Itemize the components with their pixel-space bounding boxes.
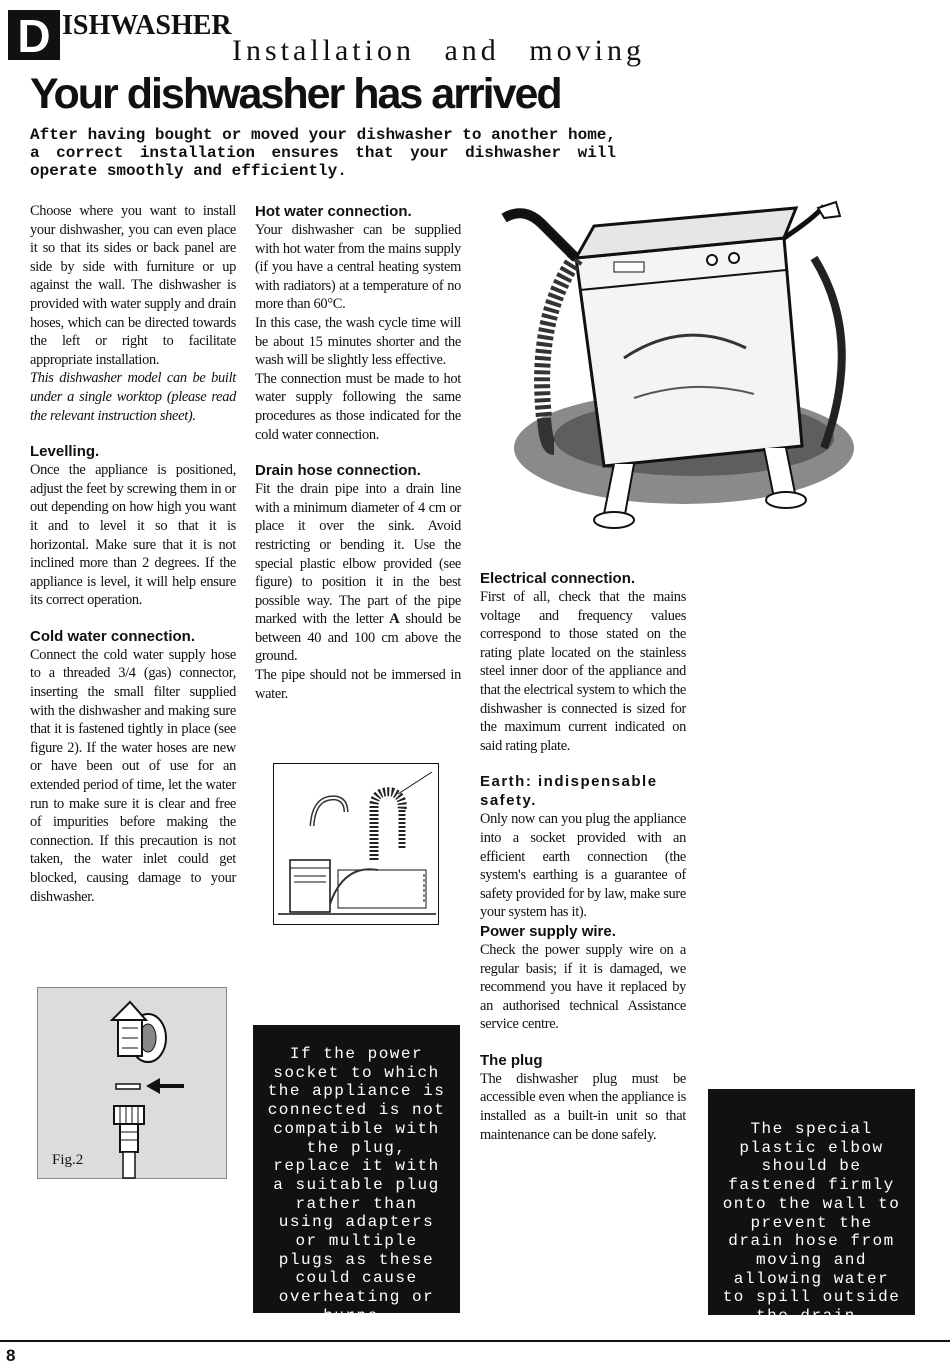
figure-2-label: Fig.2 [52, 1152, 84, 1168]
cold-water-text: Connect the cold water supply hose to a threaded 3/4 (gas) connector, inserting the small filter supplied with the dishwasher and making sure that it is fastened tightly in place (see figure 2). If the water hoses are new or have been out of use for an extended period of time, let the water run to make sure it is clear and free of impurities before making the connection. If this precaution is not taken, the water inlet could get blocked, causing damage to your dishwasher. [30, 646, 236, 905]
electrical-heading: Electrical connection. [480, 570, 636, 587]
figure-2-tap-filter [37, 987, 227, 1179]
intro-paragraph: After having bought or moved your dishwasher to another home, a correct installation ensures that your dishwasher will operate smoothly and efficiently. [30, 126, 616, 180]
dishwasher-cartoon [484, 198, 868, 538]
power-supply-text: Check the power supply wire on a regular basis; if it is damaged, we recommend you have it replaced by an authorised technical Assistance service centre. [480, 941, 686, 1033]
built-under-note: This dishwasher model can be built under a single worktop (please read the relevant instruction sheet). [30, 370, 236, 424]
dishwasher-mascot-illustration [484, 198, 868, 538]
plug-adapter-warning-box [253, 1025, 460, 1325]
section-name: ISHWASHER [62, 10, 232, 41]
drain-hose-text-2: The pipe should not be immersed in water. [255, 667, 461, 702]
placement-text: Choose where you want to install your dishwasher, you can even place it so that its sides or back panel are side by side with furniture or up against the wall. The dishwasher is provided with water supply and drain hoses, which can be directed towards the left or right to facilitate appropriate installation. [30, 203, 236, 368]
drain-hose-text-1: Fit the drain pipe into a drain line with a minimum diameter of 4 cm or place it over the sink. Avoid restricting or bending it. Use the special plastic elbow provided (see figure) to position it in the best possible way. The part of the pipe marked with the letter A should be between 40 and 100 cm above the ground. [255, 481, 461, 665]
section-subtitle: Installation and moving [232, 34, 645, 67]
footer-rule [0, 1340, 950, 1342]
plug-heading: The plug [480, 1051, 543, 1069]
tap-filter-illustration [38, 988, 226, 1178]
cold-water-heading: Cold water connection. [30, 627, 196, 645]
hot-water-heading: Hot water connection. [255, 203, 412, 220]
drain-hose-heading: Drain hose connection. [255, 462, 421, 480]
earth-heading: Earth: indispensable safety. [480, 773, 658, 810]
elbow-warning-text: The special plastic elbow should be fastened firmly onto the wall to prevent the drain hose from moving and allowing water to spill outside the drain. [722, 1120, 901, 1326]
power-supply-heading: Power supply wire. [480, 922, 616, 940]
column-left [30, 202, 236, 906]
column-middle [255, 202, 461, 703]
plug-text: The dishwasher plug must be accessible even when the appliance is installed as a built-in unit so that maintenance can be done safely. [480, 1070, 686, 1143]
page-title: Your dishwasher has arrived [30, 70, 561, 118]
drain-hose-illustration [274, 764, 438, 924]
section-logo-letter: D [8, 10, 60, 60]
elbow-warning-box [708, 1089, 915, 1326]
levelling-text: Once the appliance is positioned, adjust the feet by screwing them in or out depending on how high you want it and to level it so that it is horizontal. Make sure that it is not inclined more than 2 degrees. If the appliance is level, it will help ensure its correct operation. [30, 462, 236, 609]
drain-hose-figure [273, 763, 439, 925]
hot-water-text-1: Your dishwasher can be supplied with hot water from the mains supply (if you have a central heating system with radiators) at a temperature of no more than 60°C. [255, 222, 461, 313]
electrical-text: First of all, check that the mains voltage and frequency values correspond to those stated on the rating plate located on the stainless steel inner door of the appliance and that the electrical system to which the dishwasher is connected is sized for the maximum current indicated on said rating plate. [480, 589, 686, 754]
page-number: 8 [6, 1346, 16, 1365]
hot-water-text-3: The connection must be made to hot water supply following the same procedures as those indicated for the cold water connection. [255, 370, 461, 443]
earth-text: Only now can you plug the appliance into a socket provided with an efficient earth connection (the system's earthing is a guarantee of safety provided for by law, make sure your system has it). [480, 811, 686, 921]
column-right [480, 569, 686, 1144]
letter-a: A [389, 611, 400, 628]
plug-adapter-warning-text: If the power socket to which the appliance is connected is not compatible with the plug, replace it with a suitable plug rather than using adapters or multiple plugs as these could cause overheating or burns. [267, 1045, 446, 1325]
hot-water-text-2: In this case, the wash cycle time will be about 15 minutes shorter and the wash will be slightly less effective. [255, 314, 461, 369]
levelling-heading: Levelling. [30, 443, 100, 461]
